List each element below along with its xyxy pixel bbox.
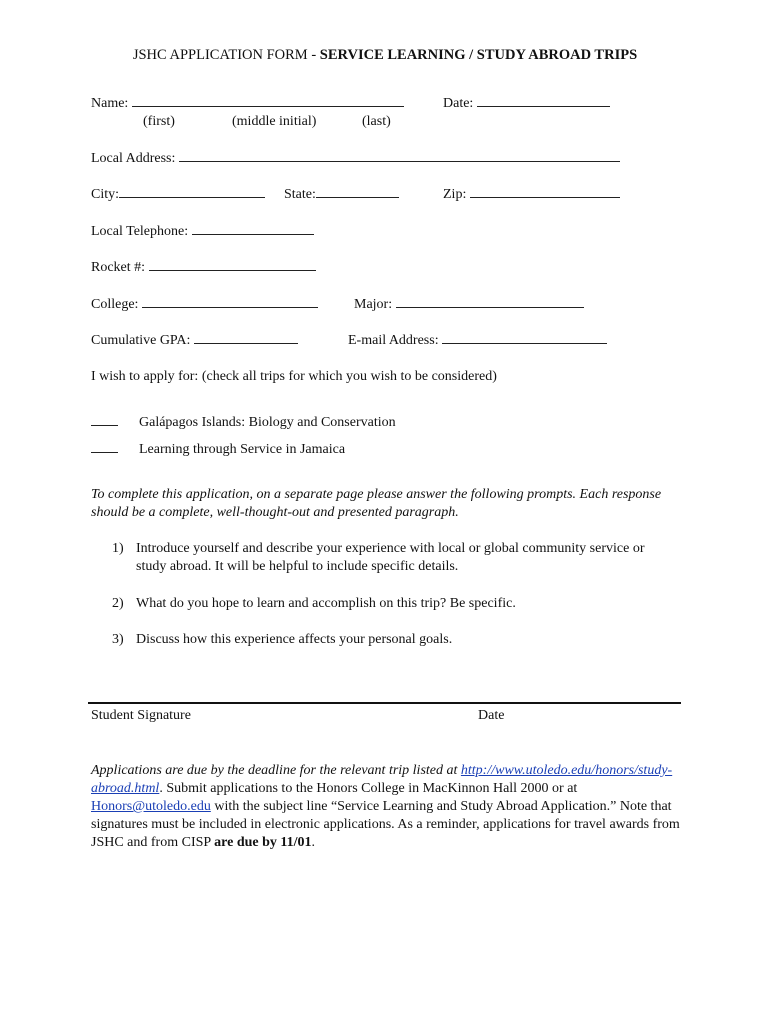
footer-due-italic: Applications are due by the deadline for the relevant trip listed at bbox=[91, 763, 458, 778]
footer-paragraph bbox=[91, 762, 681, 852]
name-sub-last: (last) bbox=[362, 114, 391, 129]
rocket-field[interactable] bbox=[149, 258, 316, 271]
honors-email-link[interactable]: Honors@utoledo.edu bbox=[91, 799, 211, 814]
name-label: Name: bbox=[91, 96, 129, 111]
date-label: Date: bbox=[443, 96, 474, 111]
apply-prompt: I wish to apply for: (check all trips for which you wish to be considered) bbox=[91, 369, 497, 384]
rocket-label: Rocket #: bbox=[91, 260, 146, 275]
gpa-row bbox=[91, 331, 298, 350]
prompt-1-number: 1) bbox=[112, 541, 124, 556]
major-field[interactable] bbox=[396, 295, 584, 308]
prompt-2-number: 2) bbox=[112, 596, 124, 611]
form-title-bold: SERVICE LEARNING / STUDY ABROAD TRIPS bbox=[319, 47, 638, 63]
college-row bbox=[91, 295, 318, 314]
name-sub-first: (first) bbox=[143, 114, 175, 129]
signature-date-label: Date bbox=[478, 708, 505, 723]
major-label: Major: bbox=[354, 297, 393, 312]
trip-checkbox-galapagos[interactable] bbox=[91, 413, 118, 426]
prompt-3-text: Discuss how this experience affects your personal goals. bbox=[136, 632, 453, 647]
footer-text-after-email: with the subject line “Service Learning and Study Abroad Application.” Note that signatures must be included in electronic applications. As a reminder, applications for travel awards from JSHC and from CISP bbox=[91, 799, 680, 850]
address-row bbox=[91, 149, 620, 168]
state-row bbox=[284, 185, 399, 204]
footer-text-after-link: . Submit applications to the Honors College in MacKinnon Hall 2000 or at bbox=[159, 781, 578, 796]
prompt-1-text: Introduce yourself and describe your experience with local or global community service or study abroad. It will be helpful to include specific details. bbox=[136, 541, 645, 574]
gpa-field[interactable] bbox=[194, 331, 298, 344]
study-abroad-link[interactable]: http://www.utoledo.edu/honors/study-abroad.html bbox=[91, 763, 673, 796]
local-address-field[interactable] bbox=[179, 149, 620, 162]
rocket-row bbox=[91, 258, 316, 277]
prompt-3-number: 3) bbox=[112, 632, 124, 647]
city-field[interactable] bbox=[119, 185, 265, 198]
form-title-plain: JSHC APPLICATION FORM - bbox=[132, 47, 320, 63]
state-label: State: bbox=[284, 187, 316, 202]
telephone-label: Local Telephone: bbox=[91, 224, 189, 239]
college-label: College: bbox=[91, 297, 139, 312]
state-field[interactable] bbox=[316, 185, 399, 198]
gpa-label: Cumulative GPA: bbox=[91, 333, 191, 348]
trip-label-jamaica: Learning through Service in Jamaica bbox=[139, 442, 346, 457]
email-label: E-mail Address: bbox=[348, 333, 439, 348]
email-field[interactable] bbox=[442, 331, 607, 344]
trip-option-galapagos bbox=[91, 413, 396, 432]
date-field[interactable] bbox=[477, 94, 610, 107]
city-label: City: bbox=[91, 187, 120, 202]
signature-line[interactable] bbox=[88, 702, 681, 704]
prompt-2-text: What do you hope to learn and accomplish on this trip? Be specific. bbox=[136, 596, 516, 611]
name-row bbox=[91, 94, 404, 113]
footer-final-period: . bbox=[311, 835, 316, 850]
zip-field[interactable] bbox=[470, 185, 620, 198]
zip-row bbox=[443, 185, 620, 204]
date-row bbox=[443, 94, 610, 113]
trip-checkbox-jamaica[interactable] bbox=[91, 440, 118, 453]
local-address-label: Local Address: bbox=[91, 151, 176, 166]
college-field[interactable] bbox=[142, 295, 318, 308]
instructions: To complete this application, on a separate page please answer the following prompts. Each response should be a complete, well-thought-out and presented paragraph. bbox=[91, 487, 662, 520]
name-sub-middle: (middle initial) bbox=[232, 114, 317, 129]
form-title bbox=[0, 46, 770, 64]
telephone-field[interactable] bbox=[192, 222, 314, 235]
telephone-row bbox=[91, 222, 314, 241]
trip-option-jamaica bbox=[91, 440, 345, 459]
name-field[interactable] bbox=[132, 94, 404, 107]
footer-due-bold: are due by 11/01 bbox=[214, 835, 312, 850]
trip-label-galapagos: Galápagos Islands: Biology and Conservation bbox=[139, 415, 396, 430]
city-row bbox=[91, 185, 265, 204]
major-row bbox=[354, 295, 584, 314]
student-signature-label: Student Signature bbox=[91, 708, 191, 723]
zip-label: Zip: bbox=[443, 187, 467, 202]
email-row bbox=[348, 331, 607, 350]
